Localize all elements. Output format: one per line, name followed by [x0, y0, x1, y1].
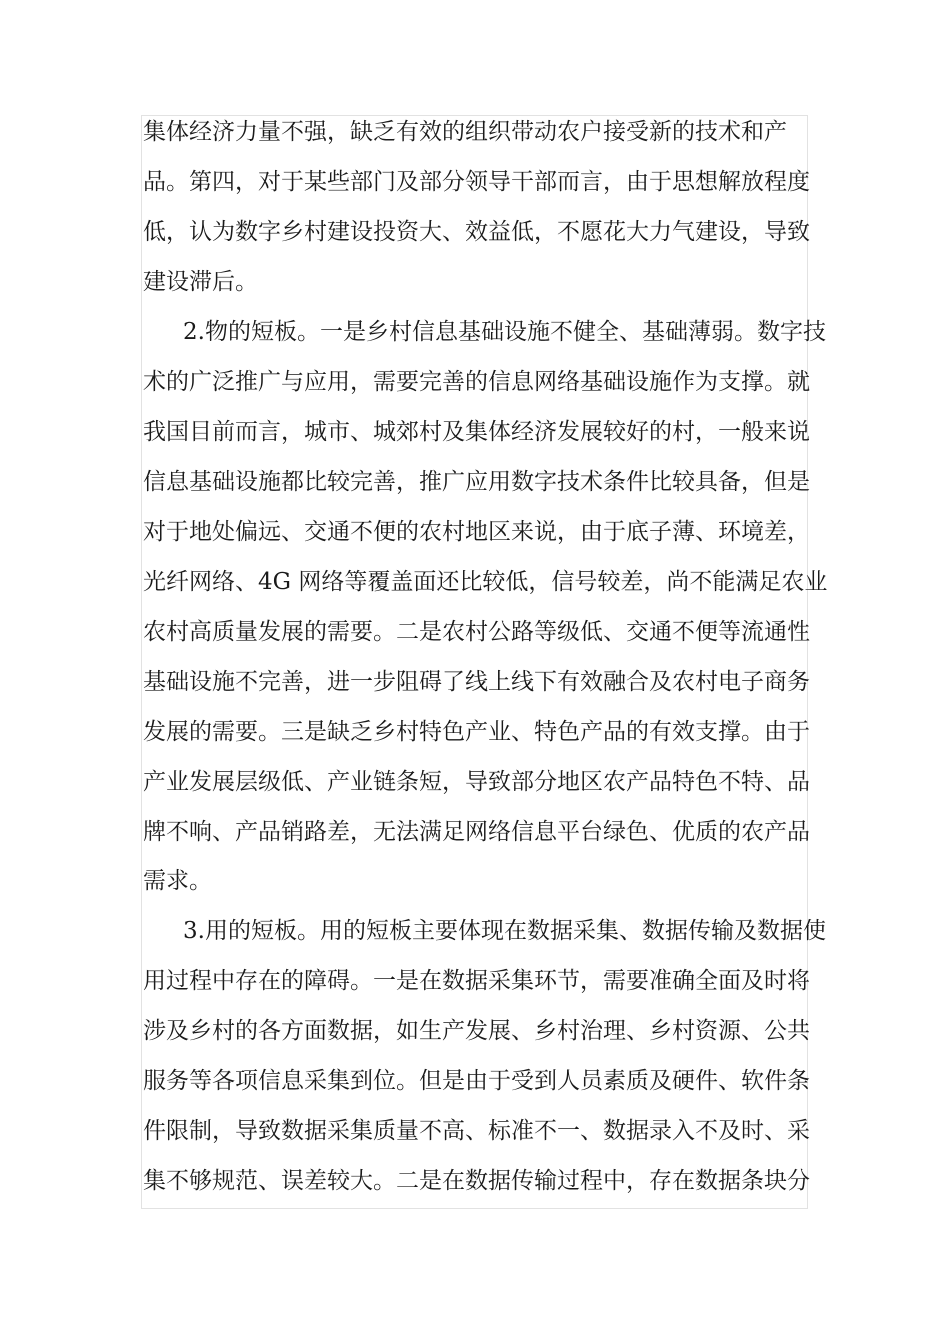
text-line: 需求。 — [143, 868, 212, 894]
text-line: 我国目前而言，城市、城郊村及集体经济发展较好的村，一般来说 — [143, 419, 810, 445]
text-line: 基础设施不完善，进一步阻碍了线上线下有效融合及农村电子商务 — [143, 669, 810, 695]
text-line: 对于地处偏远、交通不便的农村地区来说，由于底子薄、环境差， — [143, 519, 810, 545]
paragraph-start-line: 3.用的短板。用的短板主要体现在数据采集、数据传输及数据使 — [183, 918, 826, 944]
text-line: 产业发展层级低、产业链条短，导致部分地区农产品特色不特、品 — [143, 769, 810, 795]
text-line: 件限制，导致数据采集质量不高、标准不一、数据录入不及时、采 — [143, 1118, 810, 1144]
text-line: 服务等各项信息采集到位。但是由于受到人员素质及硬件、软件条 — [143, 1068, 810, 1094]
text-line: 品。第四，对于某些部门及部分领导干部而言，由于思想解放程度 — [143, 169, 810, 195]
text-line: 用过程中存在的障碍。一是在数据采集环节，需要准确全面及时将 — [143, 968, 810, 994]
text-line: 集不够规范、误差较大。二是在数据传输过程中，存在数据条块分 — [143, 1168, 810, 1194]
text-line: 牌不响、产品销路差，无法满足网络信息平台绿色、优质的农产品 — [143, 819, 810, 845]
text-line: 集体经济力量不强，缺乏有效的组织带动农户接受新的技术和产 — [143, 119, 787, 145]
text-line: 农村高质量发展的需要。二是农村公路等级低、交通不便等流通性 — [143, 619, 810, 645]
paragraph-start-line: 2.物的短板。一是乡村信息基础设施不健全、基础薄弱。数字技 — [183, 319, 826, 345]
text-line: 术的广泛推广与应用，需要完善的信息网络基础设施作为支撑。就 — [143, 369, 810, 395]
text-line: 发展的需要。三是缺乏乡村特色产业、特色产品的有效支撑。由于 — [143, 719, 810, 745]
text-line: 光纤网络、4G 网络等覆盖面还比较低，信号较差，尚不能满足农业 — [143, 569, 828, 595]
text-line: 建设滞后。 — [143, 269, 258, 295]
text-line: 信息基础设施都比较完善，推广应用数字技术条件比较具备，但是 — [143, 469, 810, 495]
text-line: 涉及乡村的各方面数据，如生产发展、乡村治理、乡村资源、公共 — [143, 1018, 810, 1044]
text-line: 低，认为数字乡村建设投资大、效益低，不愿花大力气建设，导致 — [143, 219, 810, 245]
